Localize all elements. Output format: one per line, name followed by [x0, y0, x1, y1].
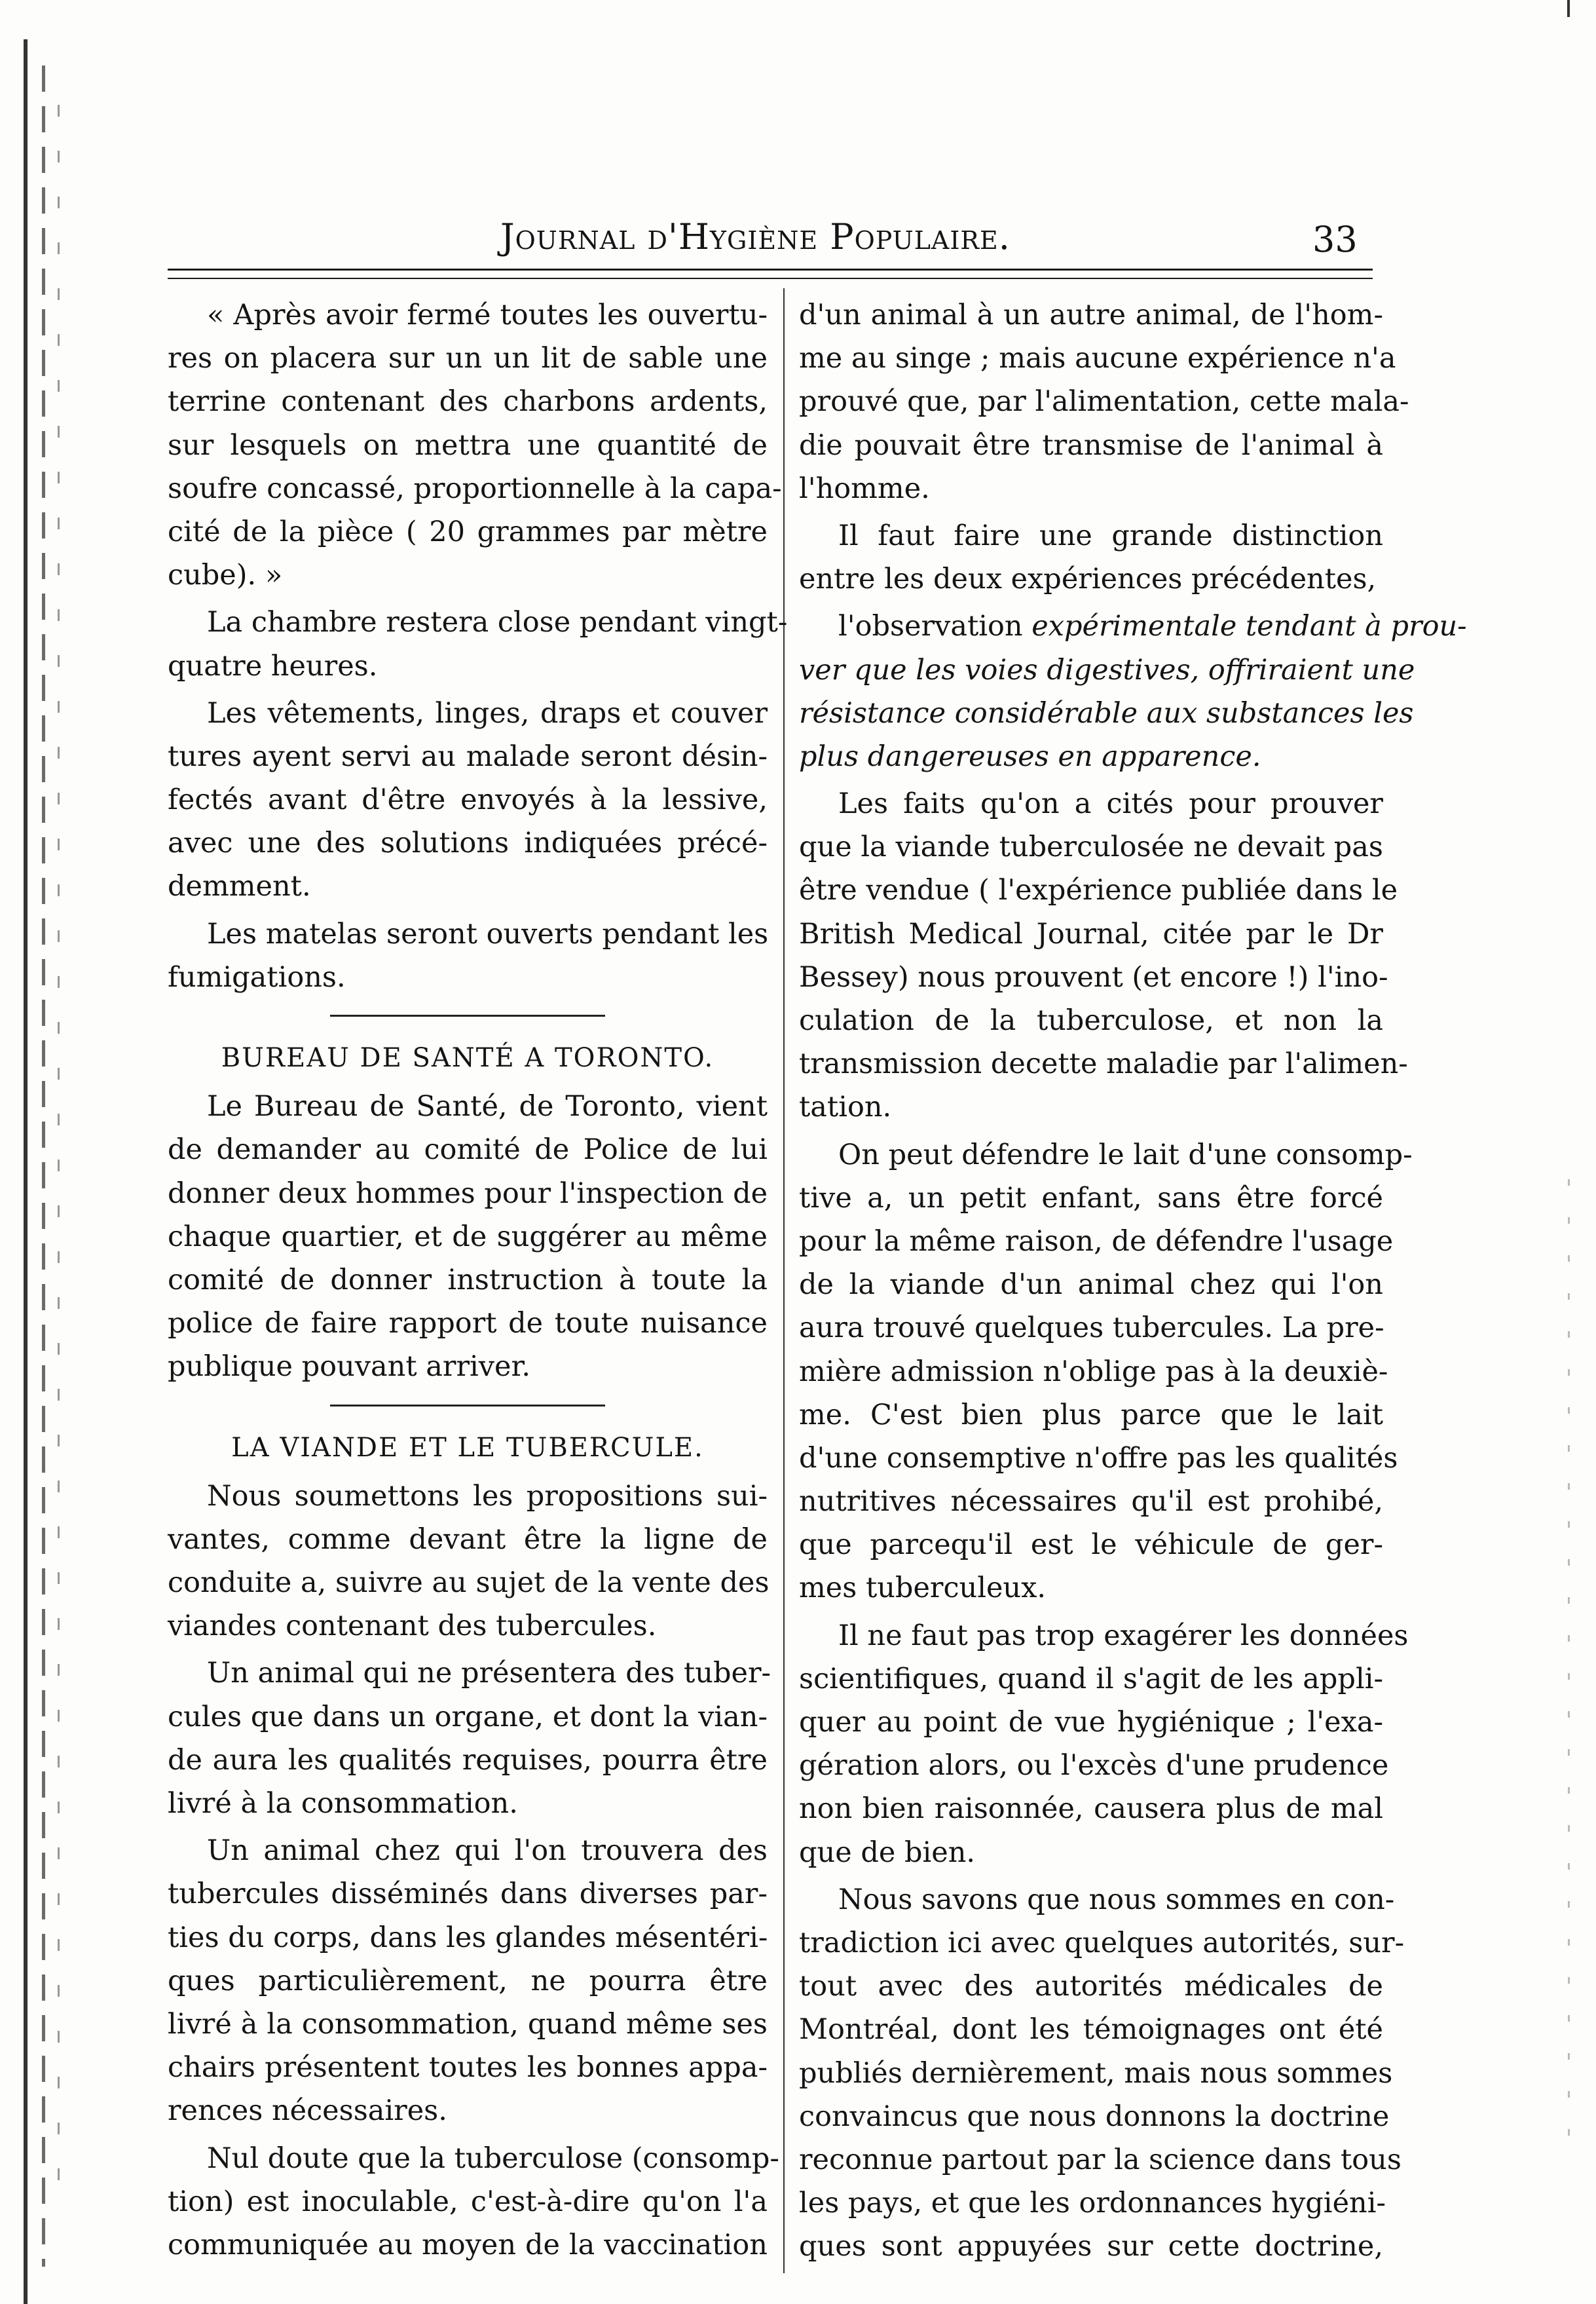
- text-line: Montréal, dont les témoignages ont été: [799, 2013, 1383, 2047]
- text-line: communiquée au moyen de la vaccination: [168, 2228, 768, 2261]
- column-divider: [783, 288, 785, 2273]
- text-line: de demander au comité de Police de lui: [168, 1133, 768, 1167]
- text-line: tubercules disséminés dans diverses par-: [168, 1878, 768, 1911]
- text-line: chairs présentent toutes les bonnes appa-: [168, 2051, 768, 2085]
- paragraph: [168, 2137, 779, 2267]
- text-line: convaincus que nous donnons la doctrine: [799, 2100, 1390, 2133]
- paragraph: [799, 1614, 1409, 1874]
- text-line: quer au point de vue hygiénique ; l'exa-: [799, 1706, 1383, 1739]
- text-line: me. C'est bien plus parce que le lait: [799, 1398, 1383, 1431]
- header-rule: [168, 269, 1373, 271]
- text-line: [799, 649, 1415, 692]
- text-line: reconnue partout par la science dans tous: [799, 2143, 1401, 2176]
- text-line: publique pouvant arriver.: [168, 1350, 531, 1384]
- paragraph: [168, 1085, 768, 1388]
- right-column: [799, 293, 1467, 2272]
- paragraph: [799, 1878, 1405, 2269]
- text-line: prouvé que, par l'alimentation, cette mala-: [799, 385, 1409, 419]
- section-separator-rule: [330, 1015, 605, 1017]
- italic-text: ver que les voies digestives, offriraient une: [799, 653, 1415, 687]
- text-line: publiés dernièrement, mais nous sommes: [799, 2056, 1393, 2090]
- text-line: demment.: [168, 870, 311, 903]
- right-edge-mark: [1567, 0, 1570, 17]
- text-line: « Après avoir fermé toutes les ouvertu-: [207, 299, 768, 331]
- text-line: tation.: [799, 1091, 892, 1124]
- text-line: que la viande tuberculosée ne devait pas: [799, 831, 1383, 864]
- text-line: Un animal qui ne présentera des tuber-: [207, 1657, 771, 1690]
- text-line: cube). »: [168, 559, 283, 592]
- text-line: British Medical Journal, citée par le Dr: [799, 917, 1383, 951]
- paragraph: [799, 605, 1467, 778]
- header-rule-thin: [168, 278, 1373, 279]
- text-line: fectés avant d'être envoyés à la lessive,: [168, 784, 768, 817]
- text-line: entre les deux expériences précédentes,: [799, 563, 1377, 596]
- text-line: aura trouvé quelques tubercules. La pre-: [799, 1312, 1384, 1345]
- section-heading: BUREAU DE SANTÉ A TORONTO.: [221, 1043, 714, 1073]
- text-line: Nul doute que la tuberculose (consomp-: [207, 2142, 779, 2175]
- text-line: Bessey) nous prouvent (et encore !) l'ino-: [799, 960, 1388, 994]
- text-line: mière admission n'oblige pas à la deuxiè-: [799, 1355, 1388, 1388]
- paragraph: [168, 913, 768, 999]
- italic-text: résistance considérable aux substances les: [799, 696, 1414, 730]
- text-line: livré à la consommation, quand même ses: [168, 2007, 768, 2041]
- text-line: quatre heures.: [168, 649, 378, 683]
- text-line: Le Bureau de Santé, de Toronto, vient: [207, 1090, 768, 1124]
- binding-edge-marks: [42, 66, 45, 2267]
- text-line: Il ne faut pas trop exagérer les données: [838, 1619, 1409, 1652]
- text-line: La chambre restera close pendant vingt-: [207, 606, 788, 639]
- text-line: [799, 605, 1467, 648]
- text-line: Nous soumettons les propositions sui-: [207, 1479, 768, 1513]
- paragraph: [168, 1652, 771, 1825]
- text-line: transmission decette maladie par l'alimen-: [799, 1048, 1408, 1081]
- text-line: non bien raisonnée, causera plus de mal: [799, 1792, 1383, 1826]
- text-line: ques particulièrement, ne pourra être: [168, 1964, 768, 1997]
- section-separator-rule: [330, 1405, 605, 1407]
- text-line: [799, 735, 1383, 778]
- text-line: Il faut faire une grande distinction: [838, 519, 1383, 552]
- text-line: Les vêtements, linges, draps et couver: [207, 696, 768, 730]
- text-line: vantes, comme devant être la ligne de: [168, 1522, 768, 1556]
- text-line: tive a, un petit enfant, sans être forcé: [799, 1181, 1383, 1215]
- text-line: Nous savons que nous sommes en con-: [838, 1883, 1395, 1916]
- text-line: livré à la consommation.: [168, 1787, 518, 1820]
- page-number: 33: [1312, 219, 1358, 260]
- text-line: cité de la pièce ( 20 grammes par mètre: [168, 515, 768, 548]
- text-line: gération alors, ou l'excès d'une prudence: [799, 1749, 1389, 1783]
- text-line: me au singe ; mais aucune expérience n'a: [799, 342, 1396, 375]
- text-line: tradiction ici avec quelques autorités, sur-: [799, 1926, 1405, 1959]
- paragraph: [168, 1829, 768, 2132]
- text-line: mes tuberculeux.: [799, 1572, 1047, 1605]
- text-line: que de bien.: [799, 1836, 976, 1869]
- text-line: ques sont appuyées sur cette doctrine,: [799, 2230, 1383, 2263]
- text-line: les pays, et que les ordonnances hygiéni-: [799, 2187, 1386, 2220]
- text-line: Les matelas seront ouverts pendant les: [207, 917, 769, 951]
- text-line: sur lesquels on mettra une quantité de: [168, 428, 768, 462]
- paragraph: [799, 293, 1409, 510]
- section-heading: LA VIANDE ET LE TUBERCULE.: [231, 1432, 704, 1463]
- text-line: nutritives nécessaires qu'il est prohibé,: [799, 1485, 1383, 1519]
- text-line: cules que dans un organe, et dont la vian-: [168, 1700, 768, 1733]
- text-line: avec une des solutions indiquées précé-: [168, 827, 768, 860]
- text-line: tion) est inoculable, c'est-à-dire qu'on l'a: [168, 2185, 768, 2218]
- text-line: de la viande d'un animal chez qui l'on: [799, 1268, 1383, 1302]
- text-line: de aura les qualités requises, pourra être: [168, 1743, 768, 1777]
- text-line: donner deux hommes pour l'inspection de: [168, 1177, 768, 1210]
- text-line: comité de donner instruction à toute la: [168, 1263, 768, 1296]
- binding-edge-specks: [58, 105, 60, 2201]
- paragraph: [168, 692, 768, 909]
- text-line: ties du corps, dans les glandes mésentéri-: [168, 1921, 768, 1954]
- paragraph: [168, 1475, 768, 1648]
- text-line: culation de la tuberculose, et non la: [799, 1004, 1383, 1037]
- text-line: être vendue ( l'expérience publiée dans le: [799, 874, 1398, 907]
- paragraph: [168, 601, 788, 687]
- italic-text: plus dangereuses en apparence.: [799, 740, 1261, 773]
- text-line: terrine contenant des charbons ardents,: [168, 385, 768, 419]
- left-column: [168, 293, 788, 2271]
- text-line: [799, 692, 1414, 735]
- text-line: tout avec des autorités médicales de: [799, 1970, 1383, 2003]
- text-line: conduite a, suivre au sujet de la vente des: [168, 1566, 770, 1600]
- right-edge-specks: [1568, 1179, 1570, 2162]
- text-line: pour la même raison, de défendre l'usage: [799, 1224, 1394, 1258]
- text-line: viandes contenant des tubercules.: [168, 1610, 657, 1643]
- text-line: Les faits qu'on a cités pour prouver: [838, 787, 1383, 821]
- binding-edge-shadow: [24, 39, 30, 2304]
- text-line: d'une consemptive n'offre pas les qualités: [799, 1441, 1398, 1475]
- paragraph: [168, 293, 782, 597]
- text-line: scientifiques, quand il s'agit de les appli-: [799, 1662, 1383, 1695]
- paragraph: [799, 1133, 1413, 1610]
- running-head: Journal d'Hygiène Populaire.: [500, 216, 1011, 257]
- paragraph: [799, 514, 1383, 601]
- text-line: soufre concassé, proportionnelle à la capa-: [168, 472, 782, 505]
- text-line: d'un animal à un autre animal, de l'hom-: [799, 299, 1383, 331]
- text-line: die pouvait être transmise de l'animal à: [799, 428, 1383, 462]
- text-line: Un animal chez qui l'on trouvera des: [207, 1834, 768, 1868]
- text-line: l'homme.: [799, 472, 930, 505]
- text-line: rences nécessaires.: [168, 2094, 447, 2128]
- text-line: tures ayent servi au malade seront désin-: [168, 740, 768, 773]
- italic-text: expérimentale tendant à prou-: [1031, 610, 1467, 643]
- paragraph: [799, 782, 1408, 1129]
- text-line: chaque quartier, et de suggérer au même: [168, 1220, 768, 1253]
- text-line: On peut défendre le lait d'une consomp-: [838, 1138, 1413, 1171]
- text-line: police de faire rapport de toute nuisance: [168, 1307, 768, 1340]
- text-run: l'observation: [838, 610, 1032, 643]
- text-line: res on placera sur un un lit de sable une: [168, 342, 768, 375]
- text-line: fumigations.: [168, 960, 346, 994]
- text-line: que parcequ'il est le véhicule de ger-: [799, 1528, 1383, 1562]
